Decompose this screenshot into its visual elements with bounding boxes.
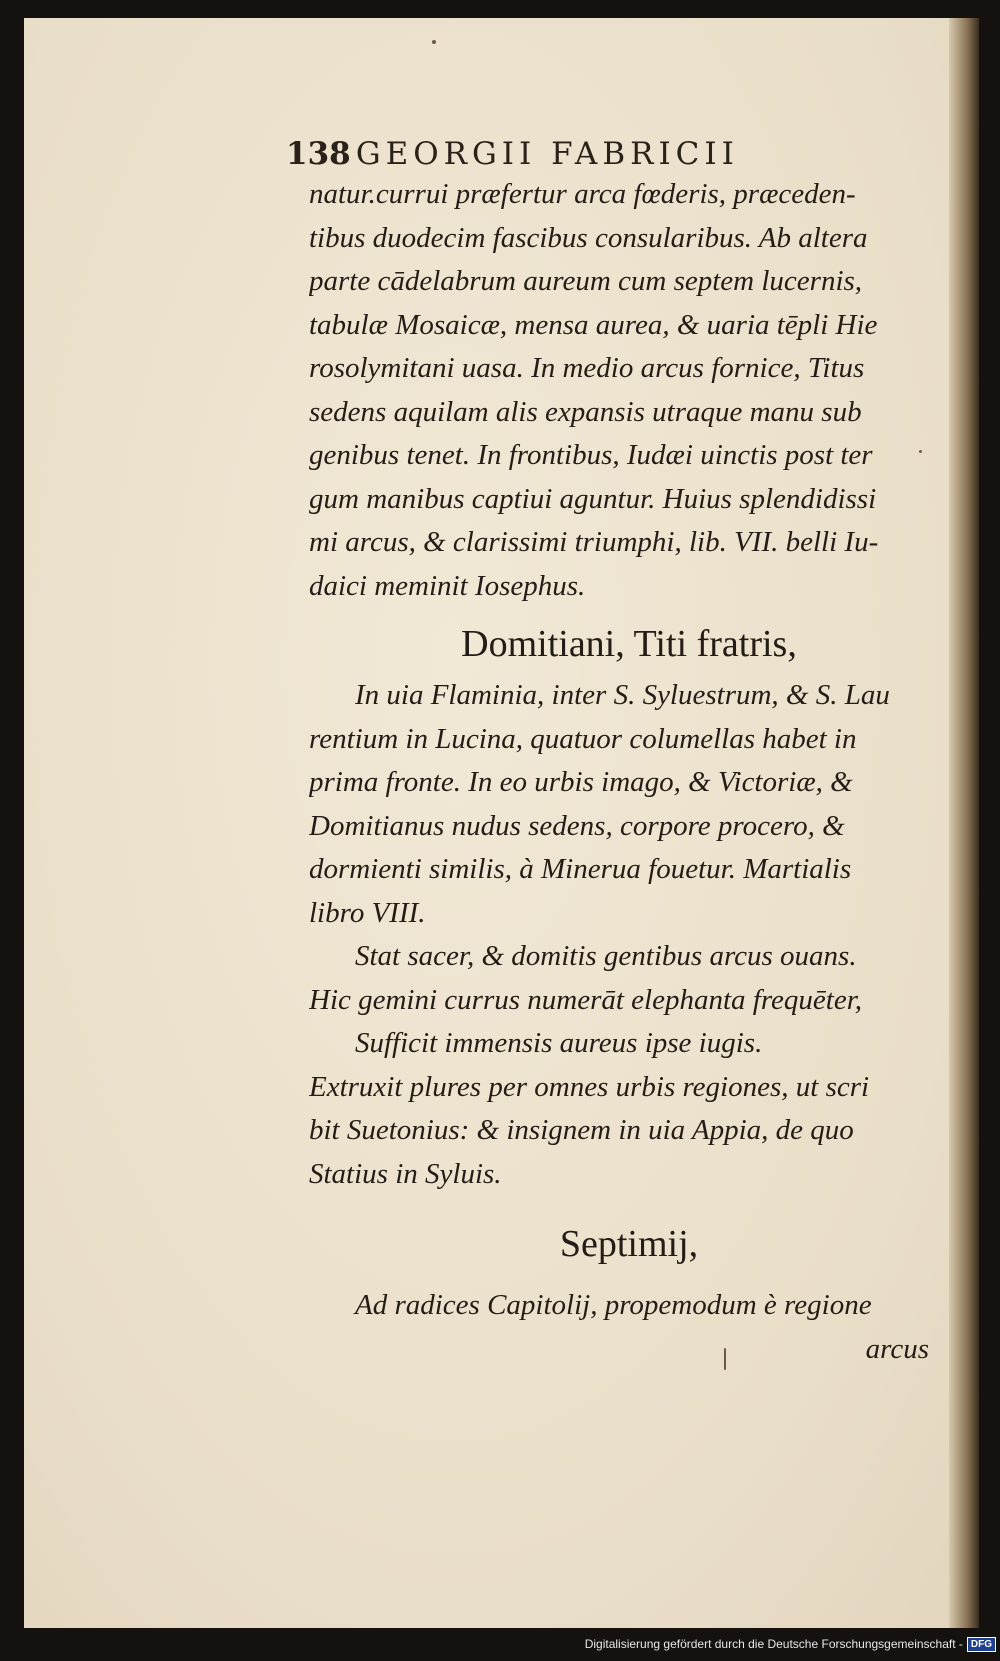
verse-line: Hic gemini currus numerāt elephanta frequēter, [309,983,863,1016]
text-line: Extruxit plures per omnes urbis regiones, ut scri [309,1070,870,1103]
running-head [286,136,886,170]
text-line: sedens aquilam alis expansis utraque manu sub [309,395,862,428]
text-line: natur.currui præfertur arca fœderis, præceden- [309,178,856,210]
text-line: In uia Flaminia, inter S. Syluestrum, & S. Lau [355,679,890,711]
body-text [309,173,949,1371]
text-line: tabulæ Mosaicæ, mensa aurea, & uaria tēpli Hie [309,308,878,341]
section-heading-septimij: Septimij, [559,1223,699,1265]
dfg-logo-icon: DFG [967,1637,996,1652]
text-line: Domitianus nudus sedens, corpore procero, & [309,809,845,842]
text-line: mi arcus, & clarissimi triumphi, lib. VII. belli Iu- [309,526,879,558]
paper-speck [432,40,436,44]
text-line: rentium in Lucina, quatuor columellas habet in [309,722,857,755]
verse-line: Stat sacer, & domitis gentibus arcus ouans. [355,940,857,972]
book-spine-edge [949,18,979,1628]
text-line: tibus duodecim fascibus consularibus. Ab altera [309,221,868,254]
credit-text: Digitalisierung gefördert durch die Deutsche Forschungsgemeinschaft - [584,1637,963,1651]
section-heading-domitiani: Domitiani, Titi fratris, [461,623,797,665]
book-page [24,18,979,1628]
catchword: arcus [865,1332,929,1365]
text-line: libro VIII. [309,896,426,929]
text-line: prima fronte. In eo urbis imago, & Victoriæ, & [309,766,853,798]
verse-line: Sufficit immensis aureus ipse iugis. [355,1027,763,1059]
text-line: bit Suetonius: & insignem in uia Appia, de quo [309,1114,854,1146]
text-line: rosolymitani uasa. In medio arcus fornice, Titus [309,352,865,384]
text-line: genibus tenet. In frontibus, Iudæi uinctis post ter [309,439,873,471]
text-line: Statius in Syluis. [309,1157,502,1190]
text-line: Ad radices Capitolij, propemodum è regione [355,1289,872,1321]
digitization-credit [585,1633,996,1655]
text-line: dormienti similis, à Minerua fouetur. Martialis [309,853,852,885]
text-line: parte cādelabrum aureum cum septem lucernis, [309,265,863,297]
page-number: 138 [286,136,351,172]
text-line: daici meminit Iosephus. [309,569,586,602]
text-line: gum manibus captiui aguntur. Huius splendidissi [309,482,877,515]
paper-speck [919,450,922,453]
paper-mark [724,1348,726,1370]
running-title: GEORGII FABRICII [355,136,739,172]
